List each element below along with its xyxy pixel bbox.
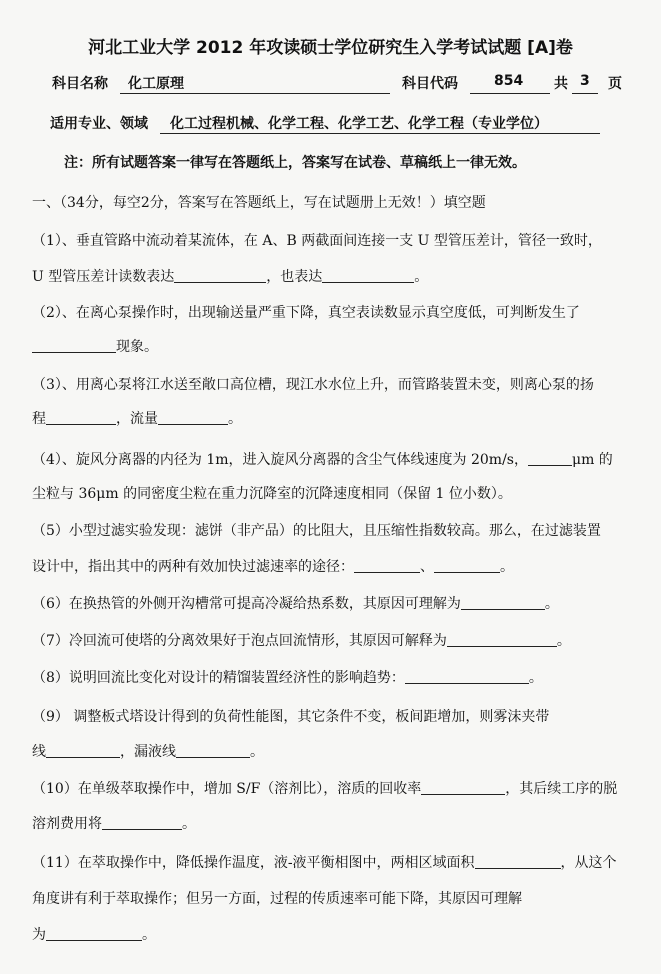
subject-code: 854 [494, 73, 524, 89]
answer-blank-9 [461, 595, 545, 610]
majors-label: 适用专业、领域 [50, 116, 148, 132]
question-2-line-1: （2）、在离心泵操作时，出现输送量严重下降，真空表读数显示真空度低，可判断发生了 [32, 305, 580, 321]
pages-suffix: 页 [608, 76, 622, 92]
answer-blank-15 [102, 815, 182, 830]
question-1-line-2: U 型管压差计读数表达 ，也表达 。 [32, 269, 429, 285]
answer-blank-10 [447, 632, 557, 647]
question-9-line-1: （9） 调整板式塔设计得到的负荷性能图，其它条件不变，板间距增加，则雾沫夹带 [32, 709, 550, 725]
answer-blank-5 [158, 410, 228, 425]
answer-blank-2 [322, 268, 414, 283]
majors-underline [160, 133, 600, 134]
answer-blank-8 [434, 558, 500, 573]
answer-blank-16 [475, 854, 561, 869]
answer-blank-13 [176, 743, 250, 758]
answer-blank-7 [354, 558, 420, 573]
answer-blank-3 [32, 338, 116, 353]
question-10-line-2: 溶剂费用将 。 [32, 816, 196, 832]
question-4-line-1: （4）、旋风分离器的内径为 1m，进入旋风分离器的含尘气体线速度为 20m/s， μm 的 [32, 452, 613, 468]
section-title: 一、（34分，每空2分，答案写在答题纸上，写在试题册上无效！）填空题 [32, 195, 486, 211]
question-11-line-3: 为 。 [32, 927, 156, 943]
question-4-line-2: 尘粒与 36μm 的同密度尘粒在重力沉降室的沉降速度相同（保留 1 位小数）。 [32, 486, 512, 502]
answer-blank-14 [421, 780, 505, 795]
answer-blank-1 [174, 268, 266, 283]
subject-code-label: 科目代码 [402, 76, 458, 92]
question-8: （8）说明回流比变化对设计的精馏装置经济性的影响趋势： 。 [32, 670, 543, 686]
page-count: 3 [580, 73, 590, 89]
answer-blank-6 [528, 451, 572, 466]
question-2-line-2: 现象。 [32, 338, 642, 356]
question-7: （7）冷回流可使塔的分离效果好于泡点回流情形，其原因可解释为 。 [32, 633, 571, 649]
page-count-underline [572, 93, 598, 94]
question-5-line-2: 设计中，指出其中的两种有效加快过滤速率的途径： 、 。 [32, 559, 514, 575]
exam-title: 河北工业大学 2012 年攻读硕士学位研究生入学考试试题 [A]卷 [88, 38, 573, 58]
answer-blank-12 [46, 743, 120, 758]
question-5-line-1: （5）小型过滤实验发现：滤饼（非产品）的比阻大，且压缩性指数较高。那么，在过滤装置 [32, 523, 601, 539]
subject-name: 化工原理 [128, 76, 184, 92]
subject-name-underline [120, 93, 390, 94]
subject-code-underline [470, 93, 550, 94]
answer-blank-17 [46, 926, 142, 941]
question-6: （6）在换热管的外侧开沟槽常可提高冷凝给热系数，其原因可理解为 。 [32, 596, 559, 612]
question-3-line-1: （3）、用离心泵将江水送至敞口高位槽，现江水水位上升，而管路装置未变，则离心泵的扬 [32, 377, 594, 393]
pages-prefix: 共 [554, 76, 568, 92]
question-9-line-2: 线 ，漏液线 。 [32, 744, 264, 760]
notice: 注：所有试题答案一律写在答题纸上，答案写在试卷、草稿纸上一律无效。 [64, 155, 526, 171]
subject-name-label: 科目名称 [52, 76, 108, 92]
majors: 化工过程机械、化学工程、化学工艺、化学工程（专业学位） [170, 116, 548, 132]
question-1-line-1: （1）、垂直管路中流动着某流体，在 A、B 两截面间连接一支 U 型管压差计，管径一致时， [32, 233, 602, 249]
answer-blank-11 [405, 669, 529, 684]
question-3-line-2: 程 ，流量 。 [32, 411, 242, 427]
question-10-line-1: （10）在单级萃取操作中，增加 S/F（溶剂比），溶质的回收率 ，其后续工序的脱 [32, 781, 618, 797]
answer-blank-4 [46, 410, 116, 425]
question-11-line-2: 角度讲有利于萃取操作；但另一方面，过程的传质速率可能下降，其原因可理解 [32, 891, 522, 907]
question-11-line-1: （11）在萃取操作中，降低操作温度，液-液平衡相图中，两相区域面积 ，从这个 [32, 855, 617, 871]
